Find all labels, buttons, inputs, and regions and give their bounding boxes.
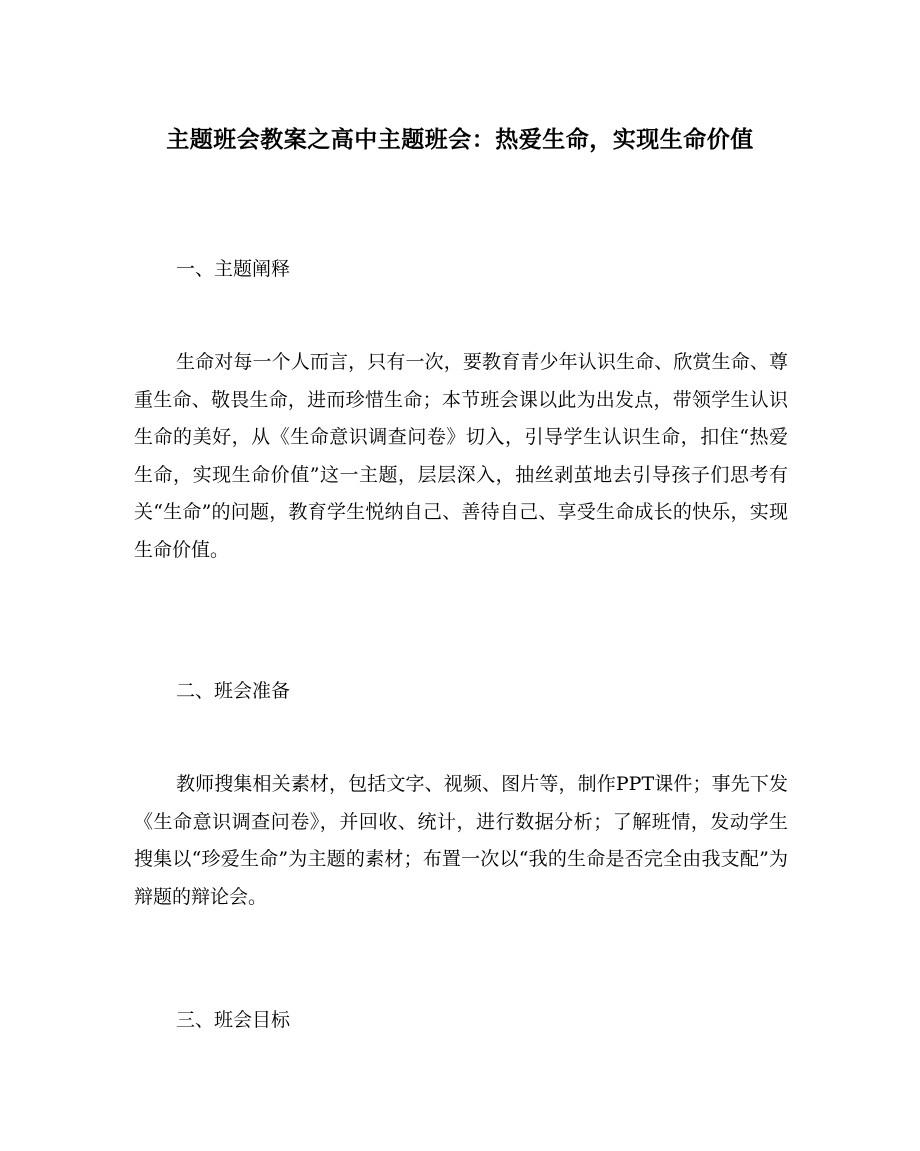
- section-heading-class-goals: 三、班会目标: [176, 1009, 291, 1031]
- section-heading-class-preparation: 二、班会准备: [176, 680, 291, 702]
- section-paragraph-class-preparation: 教师搜集相关素材，包括文字、视频、图片等，制作PPT课件；事先下发《生命意识调查问卷》，并回收、统计，进行数据分析；了解班情，发动学生搜集以“珍爱生命”为主题的素材；布置一次以“我的生命是否完全由我支配”为辩题的辩论会。: [134, 773, 788, 908]
- document-title: 主题班会教案之高中主题班会：热爱生命，实现生命价值: [166, 126, 754, 153]
- section-paragraph-theme-explanation: 生命对每一个人而言，只有一次，要教育青少年认识生命、欣赏生命、尊重生命、敬畏生命，进而珍惜生命；本节班会课以此为出发点，带领学生认识生命的美好，从《生命意识调查问卷》切入，引导学生认识生命，扣住“热爱生命，实现生命价值”这一主题，层层深入，抽丝剥茧地去引导孩子们思考有关“生命”的问题，教育学生悦纳自己、善待自己、享受生命成长的快乐，实现生命价值。: [134, 351, 788, 561]
- section-heading-theme-explanation: 一、主题阐释: [176, 258, 291, 280]
